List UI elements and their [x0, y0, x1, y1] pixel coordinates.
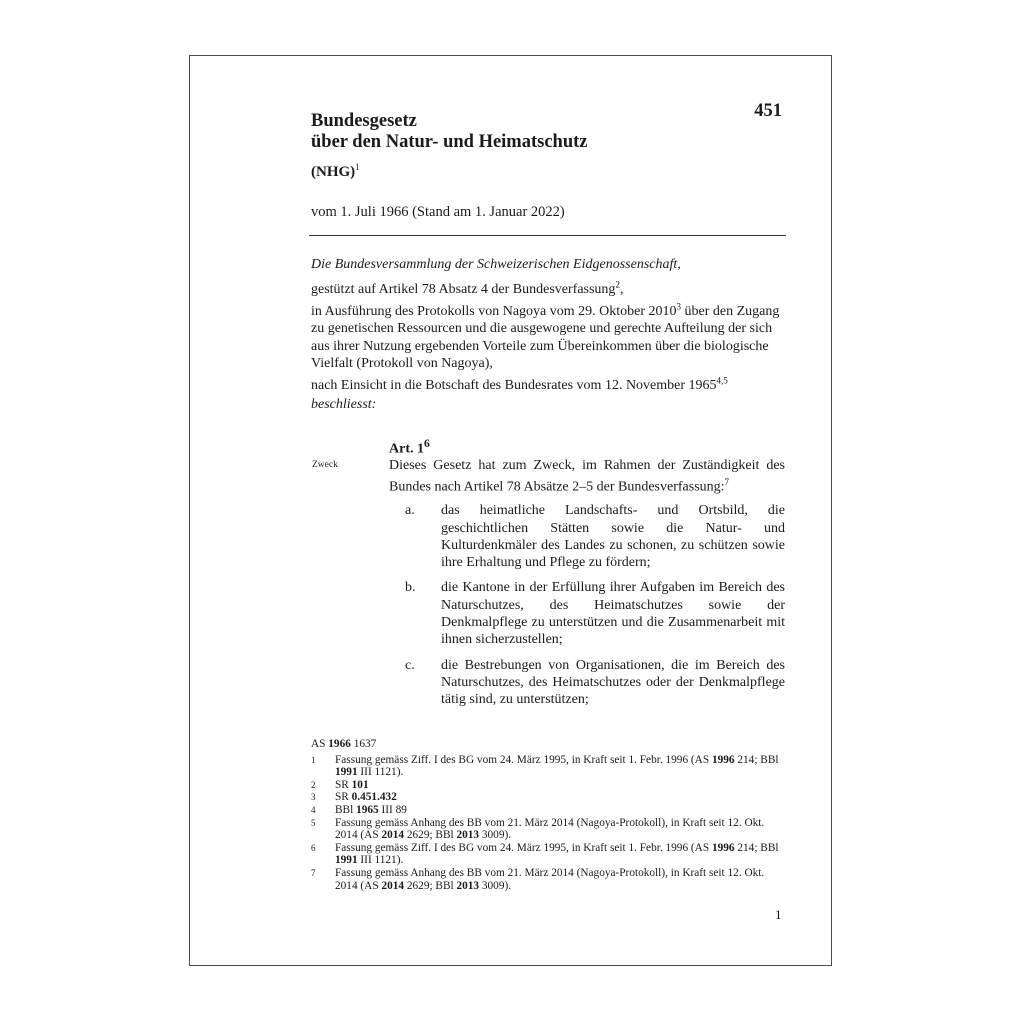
article-title-text: Art. 1: [389, 441, 424, 457]
list-label: c.: [405, 657, 415, 673]
preamble-line-3-text: nach Einsicht in die Botschaft des Bundesrates vom 12. November 1965: [311, 377, 717, 393]
footnote-number: 7: [311, 867, 316, 878]
footnote: [311, 754, 781, 779]
fn-part: III 1121).: [357, 766, 404, 779]
fn-bold: 1991: [335, 854, 358, 867]
footnote-ref[interactable]: 6: [424, 437, 430, 450]
footnote-text: [335, 867, 781, 892]
preamble-line-2-text: in Ausführung des Protokolls von Nagoya vom 29. Oktober 2010: [311, 303, 677, 319]
as-prefix: AS: [311, 738, 326, 750]
preamble-line-1-text: gestützt auf Artikel 78 Absatz 4 der Bundesverfassung: [311, 281, 616, 297]
title-line-1: Bundesgesetz: [311, 111, 417, 131]
fn-part: 2629; BBl: [404, 829, 457, 842]
fn-part: III 89: [378, 803, 407, 816]
fn-part: Fassung gemäss Anhang des BB vom 21. März 2014 (Nagoya-Protokoll), in Kraft seit 12. Okt. 2014 (AS: [335, 866, 765, 892]
abbreviation: [311, 157, 588, 183]
fn-bold: 1991: [335, 766, 358, 779]
fn-bold: 2014: [381, 829, 405, 842]
date-line: vom 1. Juli 1966 (Stand am 1. Januar 2022): [311, 204, 565, 220]
fn-bold: 1965: [356, 803, 379, 816]
footnote-number: 1: [311, 754, 316, 765]
fn-bold: 2013: [456, 829, 480, 842]
footnote-text: [335, 754, 781, 779]
preamble-line-3: [311, 375, 728, 393]
footnote: [311, 804, 781, 817]
document-page: [189, 55, 832, 966]
divider: [309, 235, 786, 236]
as-year: 1966: [328, 738, 351, 750]
footnote: [311, 842, 781, 867]
list-text: das heimatliche Landschafts- und Ortsbild, die geschichtlichen Stätten sowie die Natur- und Kulturdenkmäler des Landes zu schonen, zu schützen sowie ihre Erhaltung und Pflege zu fördern;: [441, 503, 785, 571]
as-page: 1637: [353, 738, 377, 750]
footnote-ref[interactable]: 4,5: [716, 375, 728, 386]
footnote-ref[interactable]: 7: [724, 477, 730, 488]
preamble-line-1: [311, 279, 624, 297]
abbreviation-text: (NHG): [311, 164, 356, 180]
fn-bold: 2014: [381, 879, 405, 892]
list-text: die Bestrebungen von Organisationen, die im Bereich des Naturschutzes, des Heimatschutzes oder der Denkmalpflege tätig sind, zu unterstützen;: [441, 657, 785, 708]
article-body: [389, 457, 785, 717]
footnote: [311, 817, 781, 842]
list-label: b.: [405, 580, 416, 596]
footnote-ref[interactable]: 3: [676, 301, 682, 312]
article-list: [389, 502, 785, 708]
fn-part: 3009).: [479, 879, 512, 892]
footnote-text: [335, 804, 781, 817]
fn-bold: 1996: [711, 753, 735, 766]
article-intro: [389, 457, 785, 496]
footnote-text: [335, 779, 781, 792]
footnote-text: [335, 791, 781, 804]
fn-part: BBl: [335, 803, 357, 816]
list-item: [389, 657, 785, 709]
fn-part: III 1121).: [357, 854, 404, 867]
fn-part: 3009).: [479, 829, 512, 842]
preamble: [311, 256, 791, 413]
footnote-number: 5: [311, 817, 316, 828]
fn-part: Fassung gemäss Anhang des BB vom 21. März 2014 (Nagoya-Protokoll), in Kraft seit 12. Okt. 2014 (AS: [335, 816, 765, 842]
fn-part: Fassung gemäss Ziff. I des BG vom 24. März 1995, in Kraft seit 1. Febr. 1996 (AS: [335, 841, 712, 854]
footnote-ref[interactable]: 1: [355, 162, 360, 172]
fn-part: SR: [335, 791, 352, 804]
page-number: 1: [775, 907, 782, 922]
footnote-number: 4: [311, 804, 316, 815]
footnote: [311, 779, 781, 792]
enacting-authority: Die Bundesversammlung der Schweizerischen Eidgenossenschaft,: [311, 257, 681, 272]
fn-bold: 101: [351, 778, 369, 791]
official-collection-ref: [311, 738, 781, 751]
fn-part: Fassung gemäss Ziff. I des BG vom 24. März 1995, in Kraft seit 1. Febr. 1996 (AS: [335, 753, 712, 766]
footnote-text: [335, 817, 781, 842]
marginal-note: Zweck: [312, 460, 338, 470]
footnotes: [311, 738, 781, 892]
preamble-line-2: [311, 301, 780, 371]
list-item: [389, 579, 785, 648]
footnote-number: 2: [311, 779, 316, 790]
article-intro-text: Dieses Gesetz hat zum Zweck, im Rahmen der Zuständigkeit des Bundes nach Artikel 78 Absätze 2–5 der Bundesverfassung:: [389, 458, 785, 495]
sr-number: 451: [754, 101, 782, 121]
article-title: [389, 437, 430, 458]
footnote-number: 3: [311, 792, 316, 803]
footnote-ref[interactable]: 2: [615, 279, 620, 290]
fn-bold: 1996: [711, 841, 735, 854]
fn-part: 214; BBl: [734, 753, 779, 766]
preamble-line-2-rest: über den Zugang zu genetischen Ressourcen und die ausgewogene und gerechte Aufteilung der sich aus ihrer Nutzung ergebenden Vorteile zum Übereinkommen über die biologische Vielfalt (Protokoll von Nagoya),: [311, 303, 780, 371]
fn-part: SR: [335, 778, 352, 791]
decides: beschliesst:: [311, 397, 377, 413]
law-title: [311, 111, 588, 183]
fn-bold: 0.451.432: [351, 791, 397, 804]
title-line-2: über den Natur- und Heimatschutz: [311, 132, 588, 152]
list-label: a.: [405, 503, 415, 519]
punct: ,: [619, 281, 624, 297]
footnote: [311, 791, 781, 804]
footnote-text: [335, 842, 781, 867]
footnote-number: 6: [311, 842, 316, 853]
fn-part: 2629; BBl: [404, 879, 457, 892]
footnote: [311, 867, 781, 892]
list-item: [389, 502, 785, 571]
fn-part: 214; BBl: [734, 841, 779, 854]
list-text: die Kantone in der Erfüllung ihrer Aufgaben im Bereich des Naturschutzes, des Heimatschutzes sowie der Denkmalpflege zu unterstützen und die Zusammenarbeit mit ihnen sicherzustellen;: [441, 580, 785, 648]
fn-bold: 2013: [456, 879, 480, 892]
